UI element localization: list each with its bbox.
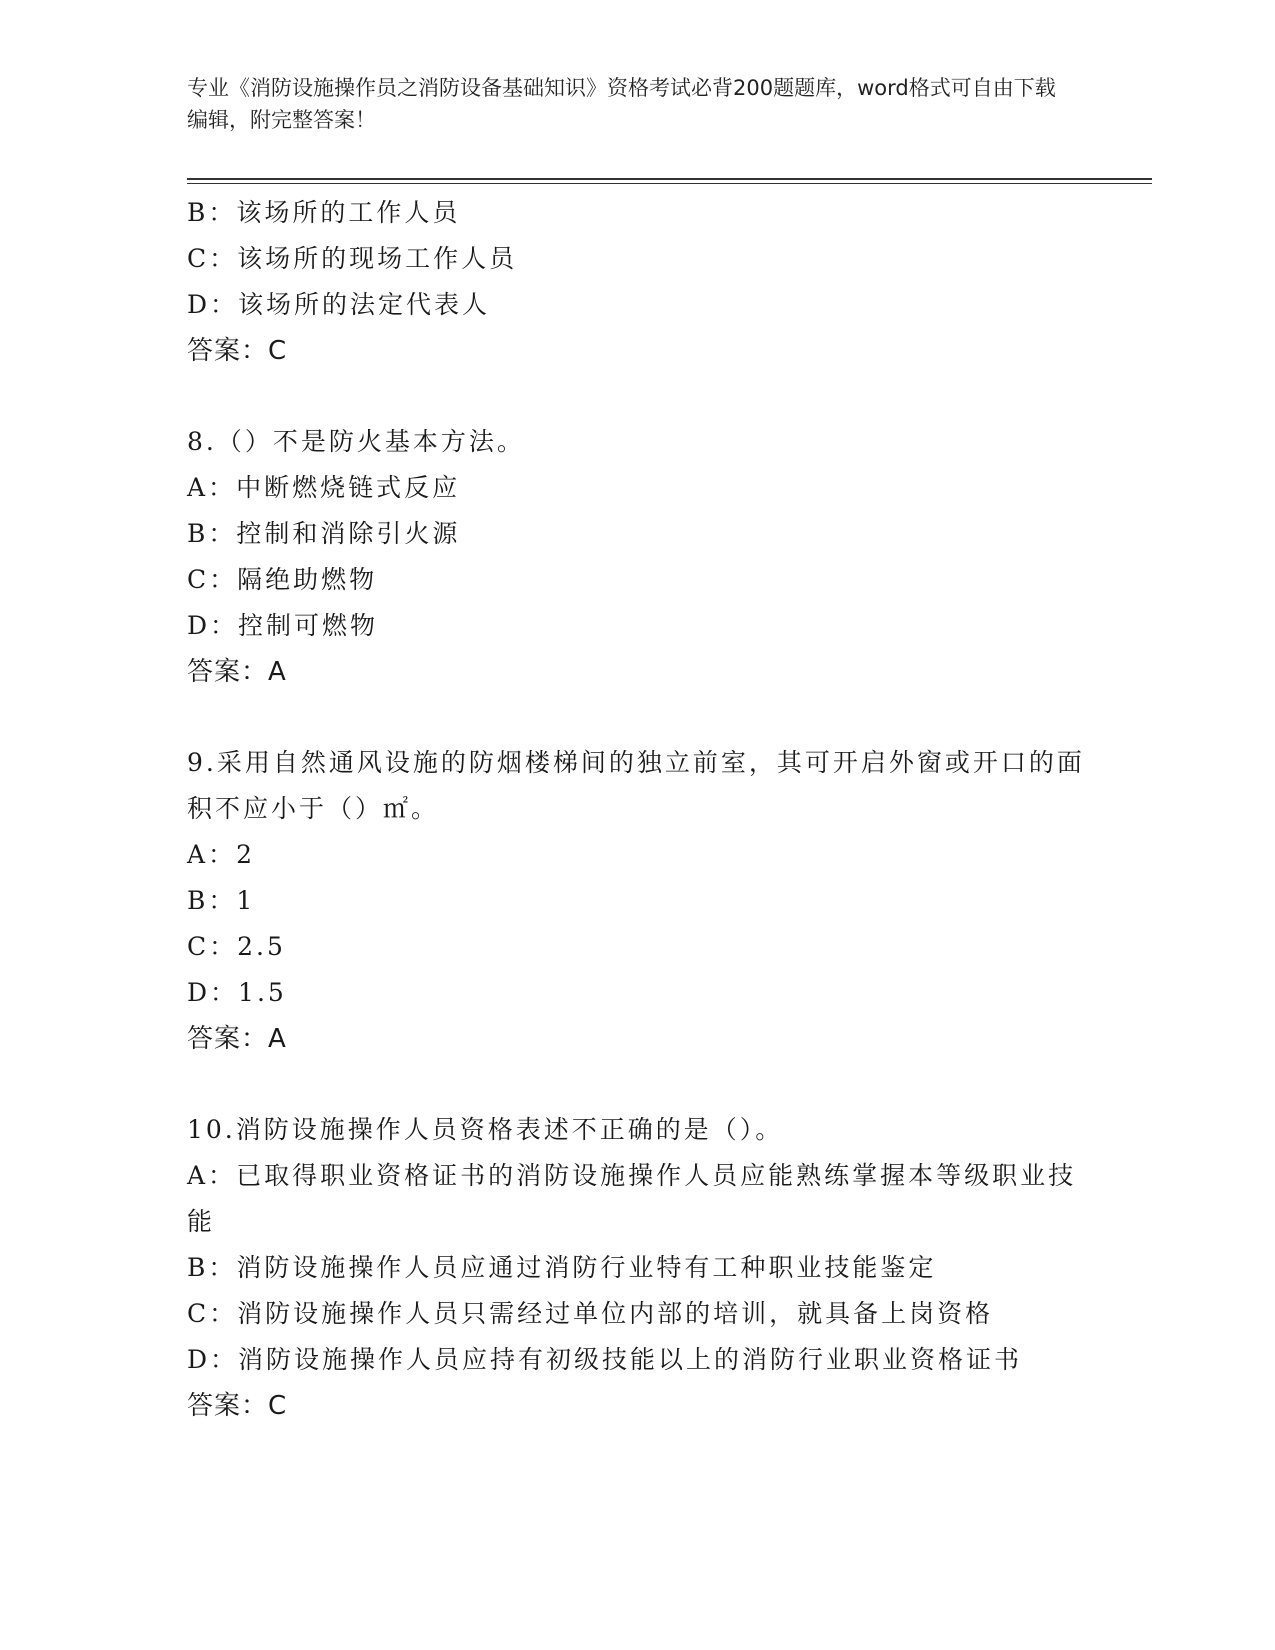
- option-key: B：: [187, 886, 237, 915]
- answer-value: A: [268, 1024, 287, 1054]
- spacer: [187, 695, 1087, 740]
- option-text: 该场所的工作人员: [236, 198, 461, 227]
- option-key: A：: [187, 840, 237, 869]
- option-text: 该场所的法定代表人: [238, 290, 491, 319]
- option-key: B：: [187, 519, 237, 548]
- option-text: 控制可燃物: [238, 611, 379, 640]
- header-text: 专业《消防设施操作员之消防设备基础知识》资格考试必背200题题库，word格式可自由下载编辑，附完整答案！: [187, 76, 1056, 132]
- answer-label: 答案：: [187, 1024, 269, 1054]
- option-text: 中断燃烧链式反应: [236, 473, 461, 502]
- spacer: [187, 1062, 1087, 1107]
- option-b: [187, 190, 1087, 236]
- answer-value: C: [268, 1391, 288, 1421]
- answer-line: [187, 328, 1087, 374]
- question-block-8: [187, 419, 1087, 695]
- spacer: [187, 374, 1087, 419]
- option-text: 控制和消除引火源: [236, 519, 461, 548]
- option-d: [187, 282, 1087, 328]
- option-c: [187, 1291, 1087, 1337]
- option-key: C：: [187, 244, 238, 273]
- option-text: 消防设施操作人员应通过消防行业特有工种职业技能鉴定: [236, 1253, 937, 1282]
- option-key: C：: [187, 1299, 238, 1328]
- option-text: 隔绝助燃物: [237, 565, 378, 594]
- option-b: [187, 511, 1087, 557]
- option-text: 消防设施操作人员只需经过单位内部的培训，就具备上岗资格: [237, 1299, 994, 1328]
- option-key: A：: [187, 473, 237, 502]
- question-block-10: [187, 1107, 1087, 1429]
- option-text: 消防设施操作人员应持有初级技能以上的消防行业职业资格证书: [238, 1345, 1023, 1374]
- option-a: [187, 465, 1087, 511]
- answer-label: 答案：: [187, 1391, 269, 1421]
- answer-value: A: [268, 657, 287, 687]
- option-c: [187, 924, 1087, 970]
- option-c: [187, 557, 1087, 603]
- question-stem: 9.采用自然通风设施的防烟楼梯间的独立前室，其可开启外窗或开口的面积不应小于（）㎡。: [187, 748, 1085, 823]
- option-d: [187, 603, 1087, 649]
- header-rule-thin: [187, 183, 1152, 184]
- option-key: A：: [187, 1161, 237, 1190]
- option-text: 2: [236, 840, 255, 869]
- document-body: [187, 190, 1087, 1429]
- option-key: D：: [187, 611, 239, 640]
- option-d: [187, 970, 1087, 1016]
- answer-line: [187, 1016, 1087, 1062]
- option-b: [187, 1245, 1087, 1291]
- answer-value: C: [268, 336, 288, 366]
- answer-line: [187, 1383, 1087, 1429]
- document-header: [187, 72, 1067, 136]
- question-stem: 8.（）不是防火基本方法。: [187, 427, 525, 456]
- option-key: D：: [187, 290, 239, 319]
- answer-label: 答案：: [187, 657, 269, 687]
- question-block-9: [187, 740, 1087, 1062]
- question-stem: 10.消防设施操作人员资格表述不正确的是（）。: [187, 1115, 784, 1144]
- option-c: [187, 236, 1087, 282]
- option-d: [187, 1337, 1087, 1383]
- option-text: 已取得职业资格证书的消防设施操作人员应能熟练掌握本等级职业技能: [187, 1161, 1077, 1236]
- option-a: [187, 1153, 1087, 1245]
- question-block-partial: [187, 190, 1087, 374]
- answer-line: [187, 649, 1087, 695]
- option-key: C：: [187, 932, 238, 961]
- option-text: 该场所的现场工作人员: [237, 244, 518, 273]
- header-rule-thick: [187, 178, 1152, 180]
- answer-label: 答案：: [187, 336, 269, 366]
- option-a: [187, 832, 1087, 878]
- option-key: B：: [187, 198, 237, 227]
- option-text: 1: [236, 886, 256, 915]
- option-text: 2.5: [237, 932, 286, 961]
- option-key: D：: [187, 1345, 239, 1374]
- option-key: B：: [187, 1253, 237, 1282]
- option-b: [187, 878, 1087, 924]
- option-key: C：: [187, 565, 238, 594]
- option-text: 1.5: [238, 978, 287, 1007]
- option-key: D：: [187, 978, 239, 1007]
